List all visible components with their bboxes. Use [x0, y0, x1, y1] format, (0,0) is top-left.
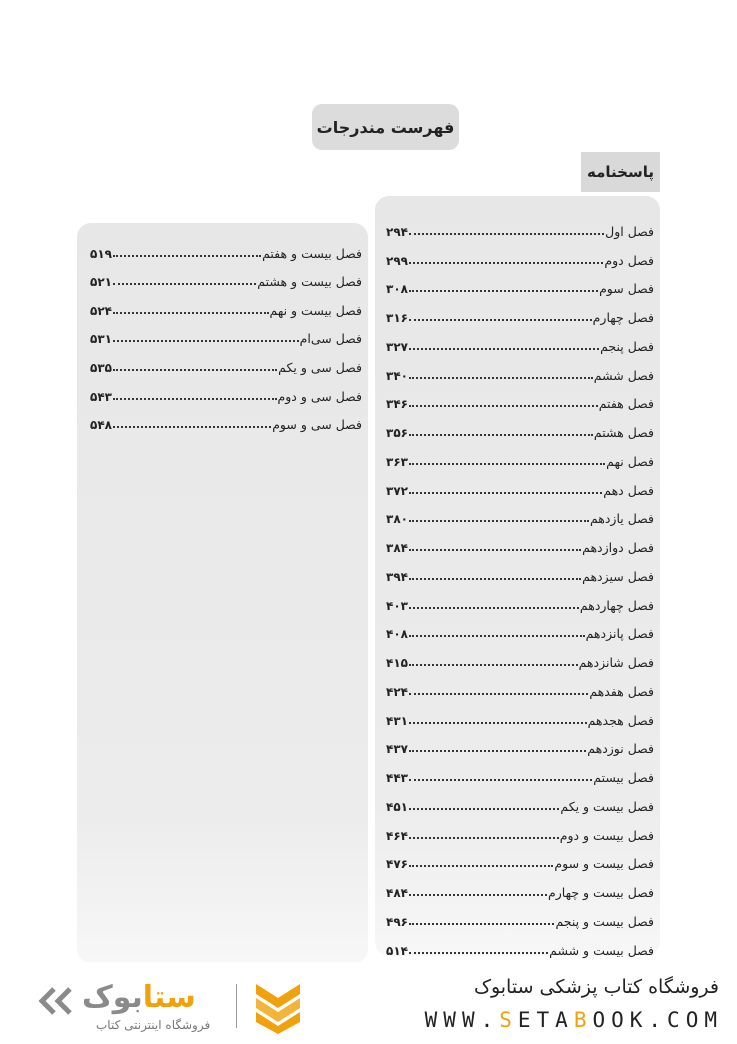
toc-dot-leader — [409, 635, 585, 637]
toc-entry-page: ۴۶۴ — [386, 828, 408, 843]
toc-entry-page: ۵۴۳ — [90, 389, 112, 404]
chevron-logo-icon — [254, 978, 302, 1034]
toc-dot-leader — [409, 607, 579, 609]
toc-entry[interactable] — [90, 375, 362, 404]
toc-entry-title: فصل نوزدهم — [587, 741, 654, 757]
toc-dot-leader — [409, 865, 553, 867]
toc-entry[interactable] — [386, 555, 654, 584]
toc-entry-title: فصل بیست و پنجم — [555, 913, 654, 929]
toc-entry[interactable] — [90, 404, 362, 433]
toc-dot-leader — [409, 722, 587, 724]
toc-dot-leader — [409, 549, 581, 551]
toc-entry[interactable] — [386, 785, 654, 814]
toc-entry-title: فصل چهاردهم — [579, 597, 654, 613]
toc-entry-page: ۳۴۶ — [386, 397, 408, 412]
toc-entry-page: ۳۰۸ — [386, 282, 408, 297]
toc-dot-leader — [113, 312, 269, 314]
toc-dot-leader — [409, 233, 604, 235]
toc-entry[interactable] — [90, 346, 362, 375]
toc-entry-title: فصل هفتم — [598, 396, 654, 412]
toc-entry-page: ۴۴۳ — [386, 771, 408, 785]
section-heading: پاسخنامه — [581, 152, 660, 192]
toc-entry[interactable] — [386, 728, 654, 757]
toc-entry-page: ۳۲۷ — [386, 339, 408, 354]
toc-list-left — [90, 232, 362, 432]
toc-entry-title: فصل ششم — [593, 367, 654, 383]
toc-entry-title: فصل سی و یکم — [278, 359, 362, 375]
toc-dot-leader — [409, 779, 592, 781]
toc-dot-leader — [409, 952, 548, 954]
toc-entry[interactable] — [386, 354, 654, 383]
url-part: WWW. — [424, 1008, 500, 1032]
toc-entry-page: ۳۷۲ — [386, 483, 408, 498]
toc-dot-leader — [409, 377, 593, 379]
toc-dot-leader — [409, 290, 598, 292]
toc-entry-title: فصل هفدهم — [589, 683, 654, 699]
toc-dot-leader — [113, 426, 271, 428]
toc-entry-title: فصل بیستم — [593, 770, 654, 785]
toc-entry[interactable] — [386, 843, 654, 872]
toc-dot-leader — [409, 463, 605, 465]
toc-entry-page: ۴۱۵ — [386, 656, 408, 670]
toc-entry-title: فصل پانزدهم — [585, 626, 654, 642]
toc-dot-leader — [409, 262, 603, 264]
toc-entry-title: فصل هجدهم — [587, 712, 654, 728]
toc-entry-page: ۴۷۶ — [386, 857, 408, 872]
toc-entry[interactable] — [386, 641, 654, 670]
toc-entry[interactable] — [386, 929, 654, 958]
toc-entry[interactable] — [386, 210, 654, 239]
toc-entry-title: فصل بیست و هفتم — [262, 245, 362, 261]
toc-entry-title: فصل بیست و نهم — [269, 302, 362, 318]
toc-entry[interactable] — [90, 318, 362, 347]
toc-entry[interactable] — [386, 613, 654, 642]
url-highlight: B — [573, 1008, 593, 1032]
toc-entry-title: فصل پنجم — [600, 338, 654, 354]
toc-entry-page: ۵۱۴ — [386, 943, 408, 958]
toc-entry-page: ۳۵۶ — [386, 426, 408, 440]
toc-entry-page: ۴۲۴ — [386, 684, 408, 699]
toc-entry-page: ۴۸۴ — [386, 886, 408, 900]
logo-word-rest: بوک — [82, 980, 143, 1015]
toc-entry-page: ۴۰۸ — [386, 627, 408, 642]
toc-entry-page: ۳۴۰ — [386, 368, 408, 383]
toc-entry[interactable] — [386, 325, 654, 354]
toc-entry-page: ۳۶۳ — [386, 454, 408, 469]
toc-dot-leader — [409, 808, 559, 810]
toc-entry-page: ۳۸۰ — [386, 512, 408, 527]
toc-entry-title: فصل دوم — [604, 252, 654, 268]
toc-dot-leader — [409, 894, 547, 896]
logo-divider — [236, 984, 237, 1028]
toc-entry-page: ۵۱۹ — [90, 246, 112, 261]
toc-entry-title: فصل نهم — [606, 453, 654, 469]
toc-entry[interactable] — [386, 699, 654, 728]
toc-dot-leader — [113, 369, 277, 371]
toc-entry[interactable] — [386, 268, 654, 297]
toc-dot-leader — [409, 837, 559, 839]
toc-entry[interactable] — [386, 239, 654, 268]
toc-entry-page: ۴۵۱ — [386, 799, 408, 814]
toc-entry-page: ۲۹۹ — [386, 253, 408, 268]
toc-entry-page: ۴۰۳ — [386, 598, 408, 613]
toc-entry[interactable] — [386, 900, 654, 929]
toc-entry[interactable] — [386, 670, 654, 699]
toc-entry-title: فصل بیست و هشتم — [257, 274, 362, 290]
toc-entry[interactable] — [386, 871, 654, 900]
url-highlight: S — [499, 1008, 518, 1032]
toc-entry-page: ۳۸۴ — [386, 541, 408, 555]
toc-dot-leader — [409, 578, 581, 580]
toc-dot-leader — [409, 434, 593, 436]
toc-entry-page: ۳۹۴ — [386, 569, 408, 584]
toc-entry[interactable] — [386, 440, 654, 469]
toc-dot-leader — [409, 520, 589, 522]
url-part: ETA — [517, 1008, 574, 1032]
logo — [36, 980, 286, 1040]
toc-entry-title: فصل دهم — [603, 482, 654, 498]
toc-entry-title: فصل سی و سوم — [272, 417, 362, 433]
toc-entry-page: ۲۹۴ — [386, 224, 408, 239]
toc-entry-page: ۵۳۱ — [90, 332, 112, 347]
page-title: فهرست مندرجات — [312, 104, 459, 150]
toc-entry[interactable] — [386, 498, 654, 527]
toc-dot-leader — [113, 283, 256, 285]
toc-entry[interactable] — [90, 289, 362, 318]
website-url[interactable] — [425, 1008, 723, 1032]
toc-entry[interactable] — [386, 814, 654, 843]
toc-entry-page: ۵۴۸ — [90, 418, 112, 433]
toc-dot-leader — [409, 923, 554, 925]
toc-entry-title: فصل بیست و دوم — [559, 827, 654, 843]
toc-entry-title: فصل سیزدهم — [582, 568, 654, 584]
toc-dot-leader — [113, 255, 261, 257]
toc-dot-leader — [113, 398, 277, 400]
toc-entry-page: ۴۳۷ — [386, 742, 408, 757]
toc-dot-leader — [409, 664, 578, 666]
logo-word-accent: ستا — [142, 980, 196, 1015]
toc-entry-page: ۵۲۴ — [90, 303, 112, 318]
toc-dot-leader — [409, 492, 602, 494]
toc-dot-leader — [409, 693, 588, 695]
toc-entry-title: فصل سی و دوم — [277, 388, 362, 404]
toc-entry-page: ۵۲۱ — [90, 275, 112, 290]
toc-entry-title: فصل بیست و چهارم — [548, 885, 654, 900]
toc-entry[interactable] — [386, 469, 654, 498]
toc-entry-title: فصل سی‌ام — [299, 331, 362, 347]
toc-entry-title: فصل شانزدهم — [578, 655, 654, 670]
toc-list-right — [386, 210, 654, 958]
toc-entry[interactable] — [386, 584, 654, 613]
toc-entry-title: فصل سوم — [599, 281, 654, 297]
toc-entry-title: فصل اول — [605, 223, 654, 239]
toc-entry[interactable] — [386, 411, 654, 440]
toc-entry-title: فصل بیست و یکم — [560, 798, 654, 814]
toc-dot-leader — [409, 319, 592, 321]
toc-entry-title: فصل بیست و ششم — [549, 942, 654, 958]
toc-dot-leader — [113, 340, 299, 342]
toc-entry-page: ۴۹۶ — [386, 914, 408, 929]
toc-entry-title: فصل چهارم — [592, 310, 654, 325]
double-chevron-icon — [36, 986, 80, 1016]
toc-entry-title: فصل یازدهم — [589, 511, 654, 527]
logo-tagline: فروشگاه اینترنتی کتاب — [96, 1018, 211, 1032]
toc-entry-title: فصل هشتم — [593, 425, 654, 440]
toc-entry[interactable] — [386, 383, 654, 412]
toc-entry-page: ۴۳۱ — [386, 713, 408, 728]
toc-entry[interactable] — [386, 296, 654, 325]
toc-entry-page: ۵۳۵ — [90, 360, 112, 375]
toc-dot-leader — [409, 750, 586, 752]
toc-entry-title: فصل دوازدهم — [582, 540, 654, 555]
toc-entry[interactable] — [386, 756, 654, 785]
toc-entry-title: فصل بیست و سوم — [554, 856, 654, 872]
toc-dot-leader — [409, 348, 599, 350]
logo-wordmark — [82, 980, 196, 1015]
toc-entry[interactable] — [386, 526, 654, 555]
shop-name: فروشگاه کتاب پزشکی ستابوک — [473, 976, 719, 998]
toc-entry[interactable] — [90, 232, 362, 261]
toc-dot-leader — [409, 405, 598, 407]
url-part: OOK.COM — [592, 1008, 723, 1032]
toc-entry-page: ۳۱۶ — [386, 311, 408, 325]
toc-entry[interactable] — [90, 261, 362, 290]
footer — [0, 962, 737, 1044]
